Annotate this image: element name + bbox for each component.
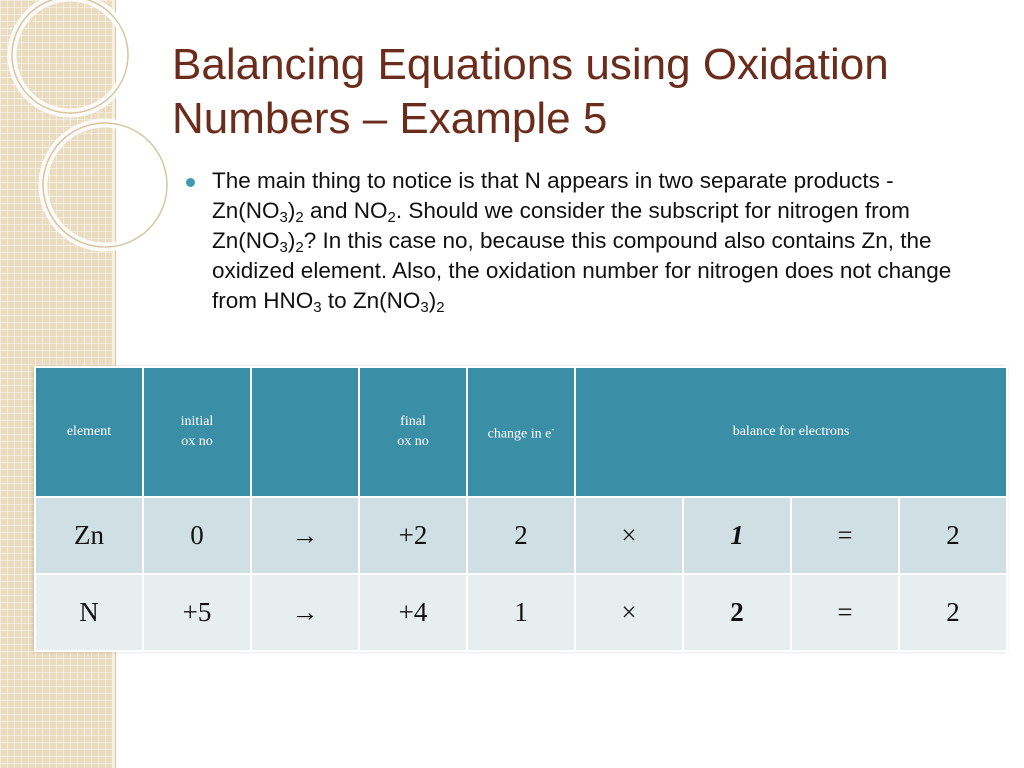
slide-title bbox=[172, 38, 1012, 146]
header-blank bbox=[251, 367, 359, 497]
bullet-text-8: ) bbox=[428, 288, 437, 313]
cell-multiplier: 2 bbox=[683, 574, 791, 651]
header-change bbox=[467, 367, 575, 497]
title-line-2: Numbers – Example 5 bbox=[172, 94, 608, 143]
cell-element: N bbox=[35, 574, 143, 651]
subscript: 3 bbox=[313, 299, 322, 316]
oxidation-table bbox=[34, 366, 1008, 652]
cell-total: 2 bbox=[899, 574, 1007, 651]
cell-arrow: → bbox=[251, 497, 359, 574]
cell-initial: +5 bbox=[143, 574, 251, 651]
subscript: 2 bbox=[387, 209, 396, 226]
header-change-text: change in e bbox=[487, 426, 552, 442]
bullet-item bbox=[186, 166, 966, 316]
subscript: 3 bbox=[420, 299, 429, 316]
cell-times: × bbox=[575, 497, 683, 574]
table-header-row bbox=[35, 367, 1007, 497]
cell-multiplier: 1 bbox=[683, 497, 791, 574]
header-final-l2: ox no bbox=[397, 434, 429, 449]
cell-total: 2 bbox=[899, 497, 1007, 574]
subscript: 2 bbox=[295, 209, 304, 226]
table-row bbox=[35, 497, 1007, 574]
bullet-text-2: ) bbox=[287, 198, 296, 223]
header-final bbox=[359, 367, 467, 497]
bullet-dot-icon bbox=[186, 178, 195, 187]
table-row bbox=[35, 574, 1007, 651]
subscript: 3 bbox=[279, 239, 288, 256]
header-initial-l1: initial bbox=[180, 414, 214, 429]
header-element: element bbox=[35, 367, 143, 497]
header-balance: balance for electrons bbox=[575, 367, 1007, 497]
header-initial bbox=[143, 367, 251, 497]
bullet-text-5: ) bbox=[287, 228, 296, 253]
bullet-text-6: ? In this case no, because this compound also contains Zn, the oxidized element. Also, the oxidation number for nitrogen does not change from HNO bbox=[212, 228, 952, 313]
cell-change: 1 bbox=[467, 574, 575, 651]
header-change-sup: - bbox=[551, 424, 555, 435]
bullet-text-7: to Zn(NO bbox=[321, 288, 421, 313]
title-line-1: Balancing Equations using Oxidation bbox=[172, 40, 889, 89]
subscript: 2 bbox=[295, 239, 304, 256]
cell-initial: 0 bbox=[143, 497, 251, 574]
subscript: 3 bbox=[279, 209, 288, 226]
cell-equals: = bbox=[791, 574, 899, 651]
cell-times: × bbox=[575, 574, 683, 651]
bullet-text-4: . Should we consider the subscript for nitrogen from Zn(NO bbox=[212, 198, 910, 253]
bullet-text-1: The main thing to notice is that N appears in two separate products - Zn(NO bbox=[212, 168, 894, 223]
decorative-rings bbox=[0, 0, 180, 260]
cell-element: Zn bbox=[35, 497, 143, 574]
bullet-text-3: and NO bbox=[303, 198, 388, 223]
cell-change: 2 bbox=[467, 497, 575, 574]
subscript: 2 bbox=[436, 299, 445, 316]
cell-final: +2 bbox=[359, 497, 467, 574]
cell-arrow: → bbox=[251, 574, 359, 651]
cell-equals: = bbox=[791, 497, 899, 574]
bullet-list bbox=[186, 166, 966, 316]
header-initial-l2: ox no bbox=[181, 434, 213, 449]
cell-final: +4 bbox=[359, 574, 467, 651]
header-final-l1: final bbox=[400, 414, 426, 429]
